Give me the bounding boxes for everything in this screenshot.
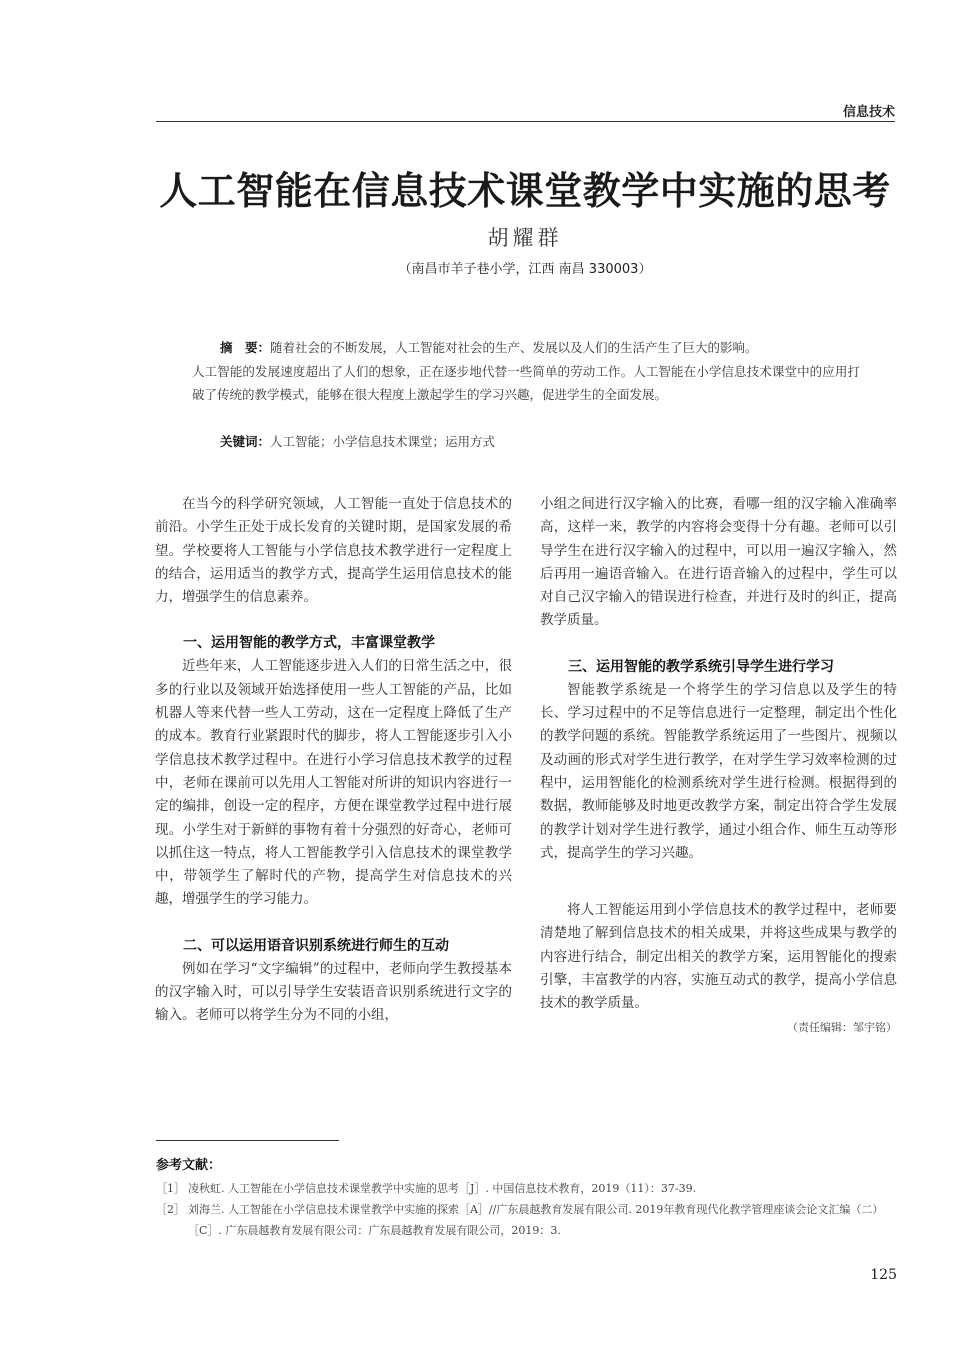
section1-heading: 一、运用智能的教学方式，丰富课堂教学 [183,635,435,652]
references-list [156,1178,898,1241]
reference-item [156,1178,898,1199]
right-column [540,493,897,1039]
section2-heading: 二、可以运用语音识别系统进行师生的互动 [183,937,449,954]
abstract-text-1: 随着社会的不断发展，人工智能对社会的生产、发展以及人们的生活产生了巨大的影响。 [270,340,758,355]
section3-heading: 三、运用智能的教学系统引导学生进行学习 [568,658,834,675]
keywords [220,432,495,450]
abstract-label: 摘 要： [220,340,271,355]
reference-text: 刘海兰. 人工智能在小学信息技术课堂教学中实施的探索［A］//广东晨越教育发展有限公司. 2019年教育现代化教学管理座谈会论文汇编（二）［C］. 广东晨越教育发展有限公司：广东晨越教育发展有限公司，2019：3. [188,1203,884,1237]
author-affiliation: （南昌市羊子巷小学，江西 南昌 330003） [398,262,652,277]
editor-note: （责任编辑：邹宇铭） [787,1020,897,1034]
reference-number: ［2］ [156,1203,185,1216]
section2-paragraph: 例如在学习“文字编辑”的过程中，老师向学生教授基本的汉字输入时，可以引导学生安装语音识别系统进行文字的输入。老师可以将学生分为不同的小组， [155,960,512,1024]
reference-number: ［1］ [156,1182,185,1195]
abstract [192,336,860,407]
abstract-text-2: 人工智能的发展速度超出了人们的想象，正在逐步地代替一些简单的劳动工作。人工智能在小学信息技术课堂中的应用打破了传统的教学模式，能够在很大程度上激起学生的学习兴趣，促进学生的全面发展。 [192,363,860,402]
section-label: 信息技术 [842,105,895,120]
abstract-line1 [192,336,860,360]
article-author: 胡耀群 [487,226,563,250]
conclusion-paragraph: 将人工智能运用到小学信息技术的教学过程中，老师要清楚地了解到信息技术的相关成果，并将这些成果与教学的内容进行结合，制定出相关的教学方案，运用智能化的搜索引擎，丰富教学的内容，实施互动式的教学，提高小学信息技术的教学质量。 [540,902,897,1012]
page-number: 125 [870,1267,897,1283]
article-title: 人工智能在信息技术课堂教学中实施的思考 [159,169,891,213]
section3-paragraph: 智能教学系统是一个将学生的学习信息以及学生的特长、学习过程中的不足等信息进行一定整理，制定出个性化的教学问题的系统。智能教学系统运用了一些图片、视频以及动画的形式对学生进行教学，在对学生学习效率检测的过程中，运用智能化的检测系统对学生进行检测。根据得到的数据，教师能够及时地更改教学方案，制定出符合学生发展的教学计划对学生进行教学，通过小组合作、师生互动等形式，提高学生的学习兴趣。 [540,681,897,861]
reference-text: 凌秋虹. 人工智能在小学信息技术课堂教学中实施的思考［J］. 中国信息技术教育，2019（11）：37-39. [188,1182,697,1195]
reference-item [156,1199,898,1241]
header-rule [156,121,895,122]
intro-paragraph: 在当今的科学研究领域，人工智能一直处于信息技术的前沿。小学生正处于成长发育的关键时期，是国家发展的希望。学校要将人工智能与小学信息技术教学进行一定程度上的结合，运用适当的教学方式，提高学生运用信息技术的能力，增强学生的信息素养。 [155,496,512,606]
keywords-label: 关键词： [220,434,271,449]
references-title: 参考文献： [156,1158,222,1173]
section2-continued: 小组之间进行汉字输入的比赛，看哪一组的汉字输入准确率高，这样一来，教学的内容将会变得十分有趣。老师可以引导学生在进行汉字输入的过程中，可以用一遍汉字输入，然后再用一遍语音输入。在进行语音输入的过程中，学生可以对自己汉字输入的错误进行检查，并进行及时的纠正，提高教学质量。 [540,496,897,629]
section1-paragraph: 近些年来，人工智能逐步进入人们的日常生活之中，很多的行业以及领域开始选择使用一些人工智能的产品，比如机器人等来代替一些人工劳动，这在一定程度上降低了生产的成本。教育行业紧跟时代的脚步，将人工智能逐步引入小学信息技术教学过程中。在进行小学习信息技术教学的过程中，老师在课前可以先用人工智能对所讲的知识内容进行一定的编排，创设一定的程序，方便在课堂教学过程中进行展现。小学生对于新鲜的事物有着十分强烈的好奇心，老师可以抓住这一特点，将人工智能教学引入信息技术的课堂教学中，带领学生了解时代的产物，提高学生对信息技术的兴趣，增强学生的学习能力。 [155,658,512,908]
left-column [155,493,512,1028]
keywords-text: 人工智能；小学信息技术课堂；运用方式 [270,434,496,449]
references-rule [156,1140,339,1141]
